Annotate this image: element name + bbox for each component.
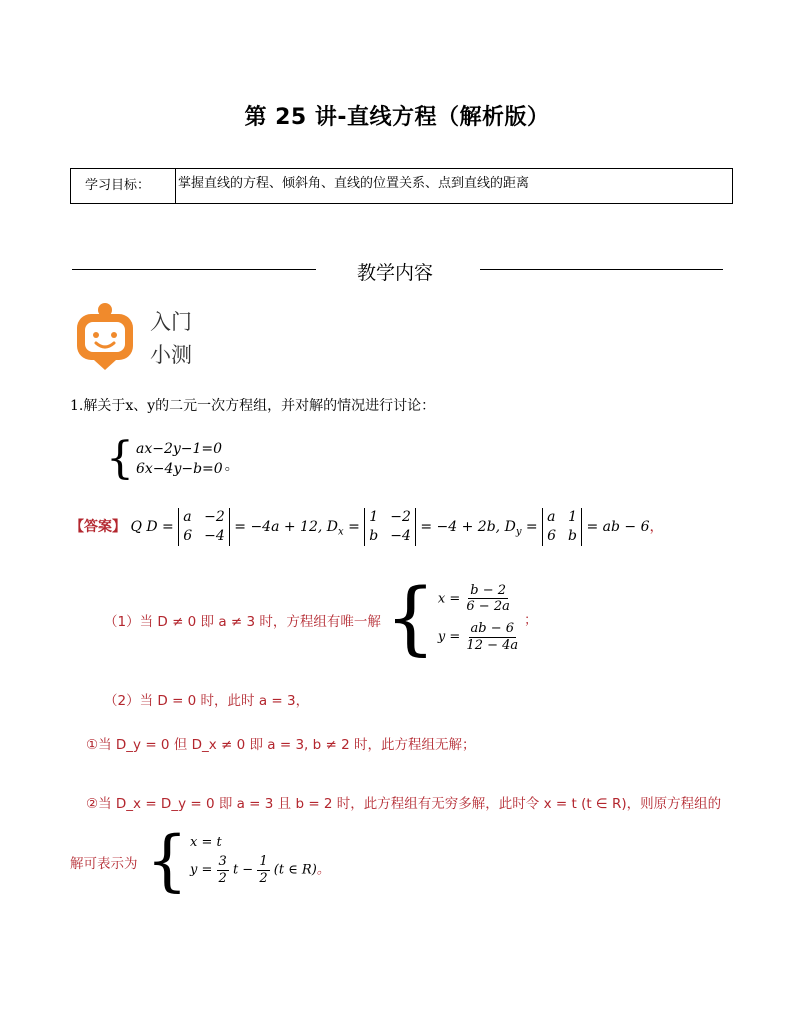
subcase2-text: ②当 D_x = D_y = 0 即 a = 3 且 b = 2 时，此方程组有无穷多解，此时令 x = t (t ∈ R)，则原方程组的 [86, 796, 722, 812]
badge-label-line1: 入门 [150, 310, 192, 334]
case1-y-label: y = [437, 629, 461, 645]
case1-end: ； [524, 612, 538, 628]
sub-x: x [338, 526, 344, 538]
determinant-dy: a 1 6 b [542, 508, 582, 546]
result-dy: = ab − 6 [586, 518, 650, 535]
case1-text: （1）当 D ≠ 0 即 a ≠ 3 时，方程组有唯一解 [104, 614, 381, 630]
subcase2-fraction-1: $\frac{3}{2}$ [218, 854, 227, 886]
goal-text: 掌握直线的方程、倾斜角、直线的位置关系、点到直线的距离 [178, 176, 530, 191]
equation-1: ax−2y−1=0 [136, 440, 223, 457]
page-title: 第 25 讲-直线方程（解析版） [244, 105, 550, 130]
result-d: = −4a + 12, D [234, 518, 339, 535]
answer-lead: Q D = [130, 518, 174, 535]
case1-brace-glyph: { [385, 571, 436, 664]
subcase2-mid: t − [232, 863, 254, 878]
answer-tag: 【答案】 [70, 518, 126, 535]
equation-system [106, 433, 239, 484]
answer-end: ， [649, 518, 664, 535]
case2-text: （2）当 D = 0 时，此时 a = 3， [104, 693, 310, 709]
subcase2-solution [146, 822, 330, 899]
subcase2-brace-glyph: { [146, 822, 188, 899]
equation-2: 6x−4y−b=0 [136, 461, 223, 477]
determinant-dx: 1 −2 b −4 [364, 508, 416, 546]
section-title: 教学内容 [356, 262, 433, 284]
case1-solution [385, 571, 538, 664]
goal-label: 学习目标： [71, 169, 176, 203]
brace-glyph: { [106, 433, 134, 484]
subcase2-tail: (t ∈ R) [273, 863, 317, 878]
case1-x-label: x = [437, 591, 461, 607]
subcase2-y-lead: y = [190, 863, 213, 878]
case1-x-fraction: $\frac{b - 2}{6 - 2a}$ [466, 582, 510, 615]
subcase1-text: ①当 D_y = 0 但 D_x ≠ 0 即 a = 3, b ≠ 2 时，此方程组无解； [86, 737, 476, 753]
subcase2-fraction-2: $\frac{1}{2}$ [259, 854, 268, 886]
subcase2-end: 。 [316, 863, 330, 878]
sub-y: y [515, 526, 522, 538]
result-dx: = −4 + 2b, D [420, 518, 516, 535]
learning-goal-table [70, 168, 733, 204]
section-divider-right [480, 269, 723, 270]
answer-line: 【答案】 Q D = a −2 6 −4 = −4a + 12, $D_x$ = 1 −2 b −4 = −4 + 2b, $D_y$ = a 1 6 b = ab − 6， [70, 509, 664, 544]
question-text: 1.解关于x、y的二元一次方程组，并对解的情况进行讨论： [70, 398, 436, 414]
section-divider-left [72, 269, 316, 270]
badge-label-line2: 小测 [150, 343, 192, 367]
determinant-d: a −2 6 −4 [178, 508, 230, 546]
smiley-chat-icon [74, 302, 136, 372]
equation-end: 。 [224, 458, 239, 474]
subcase2-x-eq: x = t [190, 835, 222, 851]
subcase2-line2: 解可表示为 [70, 856, 138, 872]
case1-y-fraction: $\frac{ab - 6}{12 - 4a}$ [466, 621, 519, 653]
